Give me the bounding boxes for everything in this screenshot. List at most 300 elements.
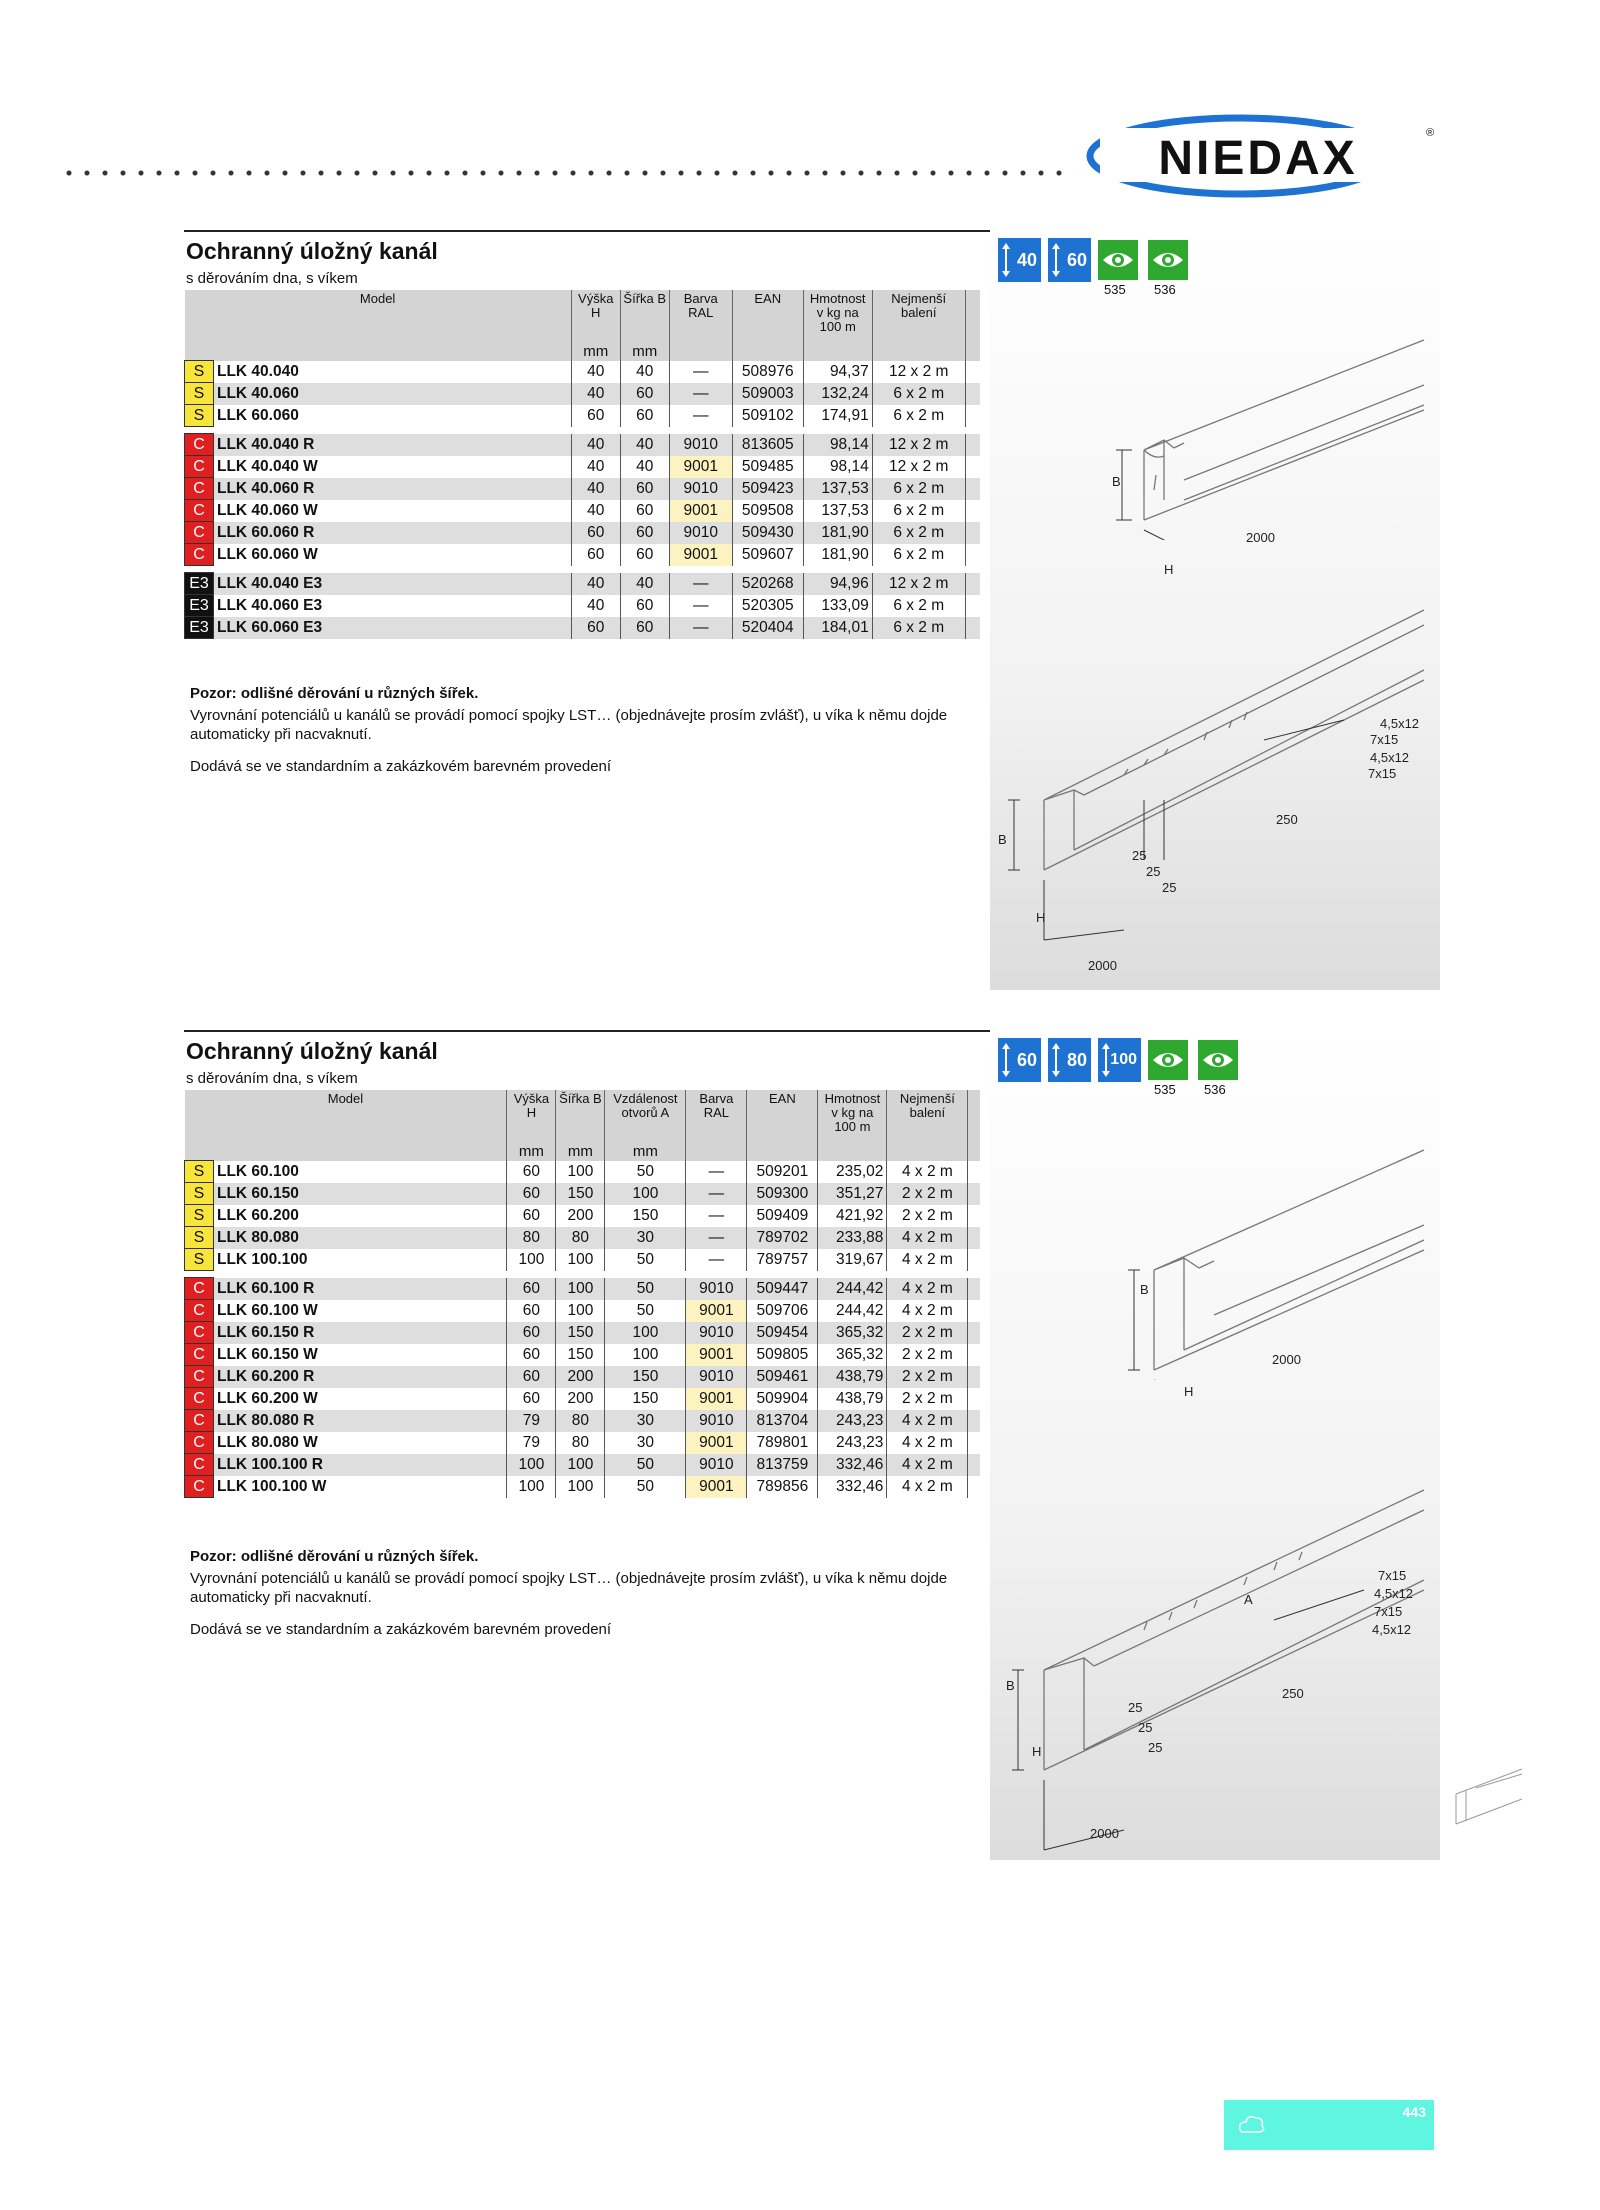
dim-label: 25 — [1162, 880, 1177, 895]
value-cell: 60 — [620, 544, 669, 566]
weight-cell: 94,96 — [803, 573, 872, 595]
col-model: Model — [185, 290, 572, 334]
page-number: 443 — [1402, 2104, 1426, 2120]
table-row — [185, 1278, 981, 1300]
channel-drawing-closed — [1124, 1140, 1434, 1380]
value-cell: 100 — [605, 1344, 686, 1366]
table-row — [185, 361, 981, 383]
dim-label: 7x15 — [1368, 766, 1397, 781]
series-marker: S — [185, 1205, 214, 1227]
value-cell: 2 x 2 m — [887, 1344, 968, 1366]
value-cell: 509706 — [747, 1300, 818, 1322]
weight-cell: 351,27 — [818, 1183, 887, 1205]
dim-label: 7x15 — [1370, 732, 1399, 747]
series-marker: C — [185, 1432, 214, 1454]
value-cell: 79 — [507, 1432, 556, 1454]
value-cell: 100 — [507, 1249, 556, 1271]
page-tab — [1224, 2100, 1434, 2150]
value-cell: 789757 — [747, 1249, 818, 1271]
model-cell: LLK 40.060 W — [214, 500, 572, 522]
value-cell: 40 — [571, 595, 620, 617]
value-cell: 2 x 2 m — [887, 1183, 968, 1205]
ral-cell: — — [686, 1205, 747, 1227]
series-marker: E3 — [185, 573, 214, 595]
dim-label: H — [1036, 910, 1046, 925]
value-cell: 12 x 2 m — [872, 434, 965, 456]
weight-cell: 235,02 — [818, 1161, 887, 1183]
unit-distance: mm — [605, 1134, 686, 1161]
dim-label: 4,5x12 — [1374, 1586, 1414, 1601]
ral-cell: — — [669, 573, 732, 595]
model-cell: LLK 60.100 R — [214, 1278, 507, 1300]
model-cell: LLK 60.200 — [214, 1205, 507, 1227]
ral-cell: 9001 — [669, 544, 732, 566]
height-arrow-icon — [1002, 243, 1010, 277]
weight-cell: 332,46 — [818, 1454, 887, 1476]
value-cell: 12 x 2 m — [872, 361, 965, 383]
weight-cell: 137,53 — [803, 478, 872, 500]
value-cell: 60 — [571, 544, 620, 566]
col-width: Šířka B — [556, 1090, 605, 1134]
dim-label: 25 — [1148, 1740, 1163, 1755]
channel-drawing-open — [1004, 600, 1434, 970]
value-cell: 4 x 2 m — [887, 1300, 968, 1322]
series-marker: C — [185, 1366, 214, 1388]
value-cell: 4 x 2 m — [887, 1454, 968, 1476]
weight-cell: 94,37 — [803, 361, 872, 383]
badge-height-40: 40 — [998, 238, 1041, 282]
value-cell: 60 — [507, 1300, 556, 1322]
value-cell: 4 x 2 m — [887, 1410, 968, 1432]
value-cell: 40 — [571, 434, 620, 456]
series-marker: S — [185, 361, 214, 383]
ral-cell: 9010 — [669, 522, 732, 544]
series-marker: S — [185, 1249, 214, 1271]
col-hole-distance: Vzdálenost otvorů A — [605, 1090, 686, 1134]
value-cell: 6 x 2 m — [872, 405, 965, 427]
weight-cell: 244,42 — [818, 1300, 887, 1322]
value-cell: 50 — [605, 1454, 686, 1476]
weight-cell: 319,67 — [818, 1249, 887, 1271]
model-cell: LLK 40.060 R — [214, 478, 572, 500]
value-cell: 60 — [507, 1322, 556, 1344]
value-cell: 80 — [556, 1227, 605, 1249]
value-cell: 4 x 2 m — [887, 1161, 968, 1183]
value-cell: 150 — [605, 1388, 686, 1410]
note-colors: Dodává se ve standardním a zakázkovém barevném provedení — [190, 1621, 612, 1638]
dim-label: 2000 — [1272, 1352, 1301, 1367]
value-cell: 100 — [556, 1476, 605, 1498]
value-cell: 100 — [507, 1454, 556, 1476]
series-marker: C — [185, 478, 214, 500]
value-cell: 150 — [556, 1183, 605, 1205]
table-row — [185, 522, 981, 544]
model-cell: LLK 60.200 W — [214, 1388, 507, 1410]
height-arrow-icon — [1102, 1043, 1110, 1077]
series-marker: S — [185, 383, 214, 405]
value-cell: 60 — [620, 500, 669, 522]
value-cell: 60 — [571, 522, 620, 544]
section-subtitle: s děrováním dna, s víkem — [186, 270, 358, 287]
ral-cell: — — [669, 383, 732, 405]
value-cell: 509423 — [732, 478, 803, 500]
eye-label: 535 — [1104, 282, 1126, 297]
model-cell: LLK 80.080 R — [214, 1410, 507, 1432]
model-cell: LLK 100.100 W — [214, 1476, 507, 1498]
value-cell: 789801 — [747, 1432, 818, 1454]
table-row — [185, 383, 981, 405]
value-cell: 200 — [556, 1205, 605, 1227]
table-row — [185, 500, 981, 522]
ral-cell: 9010 — [669, 434, 732, 456]
value-cell: 60 — [620, 478, 669, 500]
series-marker: C — [185, 500, 214, 522]
value-cell: 100 — [556, 1278, 605, 1300]
value-cell: 6 x 2 m — [872, 595, 965, 617]
series-marker: C — [185, 1344, 214, 1366]
table-row — [185, 573, 981, 595]
value-cell: 509461 — [747, 1366, 818, 1388]
value-cell: 2 x 2 m — [887, 1388, 968, 1410]
weight-cell: 98,14 — [803, 456, 872, 478]
value-cell: 100 — [556, 1300, 605, 1322]
value-cell: 6 x 2 m — [872, 383, 965, 405]
unit-height: mm — [507, 1134, 556, 1161]
weight-cell: 244,42 — [818, 1278, 887, 1300]
value-cell: 6 x 2 m — [872, 617, 965, 639]
weight-cell: 133,09 — [803, 595, 872, 617]
value-cell: 40 — [620, 456, 669, 478]
value-cell: 4 x 2 m — [887, 1227, 968, 1249]
eye-icon — [1098, 240, 1138, 280]
series-marker: C — [185, 1388, 214, 1410]
ral-cell: — — [669, 617, 732, 639]
value-cell: 60 — [507, 1388, 556, 1410]
ral-cell: — — [686, 1249, 747, 1271]
table-row — [185, 544, 981, 566]
ral-cell: 9001 — [669, 500, 732, 522]
eye-icon — [1198, 1040, 1238, 1080]
value-cell: 30 — [605, 1432, 686, 1454]
value-cell: 40 — [571, 456, 620, 478]
model-cell: LLK 40.040 W — [214, 456, 572, 478]
weight-cell: 98,14 — [803, 434, 872, 456]
height-arrow-icon — [1002, 1043, 1010, 1077]
col-ral: Barva RAL — [669, 290, 732, 334]
table-row — [185, 1344, 981, 1366]
col-model: Model — [185, 1090, 507, 1134]
value-cell: 60 — [507, 1205, 556, 1227]
series-marker: E3 — [185, 595, 214, 617]
value-cell: 813605 — [732, 434, 803, 456]
series-marker: C — [185, 522, 214, 544]
model-cell: LLK 60.150 R — [214, 1322, 507, 1344]
value-cell: 509102 — [732, 405, 803, 427]
value-cell: 150 — [605, 1205, 686, 1227]
dim-label: 4,5x12 — [1370, 750, 1410, 765]
channel-drawing-closed — [1104, 330, 1434, 540]
table-row — [185, 1366, 981, 1388]
value-cell: 520268 — [732, 573, 803, 595]
value-cell: 40 — [620, 434, 669, 456]
value-cell: 789702 — [747, 1227, 818, 1249]
eye-icon — [1148, 240, 1188, 280]
value-cell: 509454 — [747, 1322, 818, 1344]
dotted-rule — [60, 170, 1070, 176]
series-marker: C — [185, 1410, 214, 1432]
model-cell: LLK 40.040 E3 — [214, 573, 572, 595]
ral-cell: 9001 — [686, 1300, 747, 1322]
value-cell: 508976 — [732, 361, 803, 383]
value-cell: 2 x 2 m — [887, 1205, 968, 1227]
dim-label: 4,5x12 — [1372, 1622, 1412, 1637]
value-cell: 100 — [605, 1183, 686, 1205]
dim-label: 7x15 — [1374, 1604, 1403, 1619]
table-row — [185, 1388, 981, 1410]
table-row — [185, 1161, 981, 1183]
table-row — [185, 456, 981, 478]
value-cell: 4 x 2 m — [887, 1432, 968, 1454]
section-title: Ochranný úložný kanál — [186, 238, 438, 264]
model-cell: LLK 60.100 W — [214, 1300, 507, 1322]
weight-cell: 184,01 — [803, 617, 872, 639]
value-cell: 789856 — [747, 1476, 818, 1498]
niedax-logo — [1080, 112, 1434, 200]
table-row — [185, 434, 981, 456]
col-pack: Nejmenší balení — [872, 290, 965, 334]
col-weight: Hmotnost v kg na 100 m — [818, 1090, 887, 1134]
ral-cell: — — [669, 595, 732, 617]
value-cell: 509409 — [747, 1205, 818, 1227]
brand-name: NIEDAX — [1158, 132, 1358, 185]
weight-cell: 243,23 — [818, 1410, 887, 1432]
note-warning: Pozor: odlišné děrování u různých šířek. — [190, 1548, 479, 1565]
value-cell: 100 — [605, 1322, 686, 1344]
value-cell: 200 — [556, 1366, 605, 1388]
value-cell: 150 — [556, 1344, 605, 1366]
series-marker: S — [185, 1227, 214, 1249]
ral-cell: 9010 — [669, 478, 732, 500]
series-marker: S — [185, 405, 214, 427]
table-row — [185, 1432, 981, 1454]
ral-cell: — — [686, 1183, 747, 1205]
height-arrow-icon — [1052, 243, 1060, 277]
weight-cell: 137,53 — [803, 500, 872, 522]
badge-height-80: 80 — [1048, 1038, 1091, 1082]
value-cell: 509805 — [747, 1344, 818, 1366]
series-marker: C — [185, 1476, 214, 1498]
model-cell: LLK 40.040 R — [214, 434, 572, 456]
table-row — [185, 1476, 981, 1498]
value-cell: 60 — [620, 383, 669, 405]
model-cell: LLK 60.060 E3 — [214, 617, 572, 639]
value-cell: 60 — [571, 405, 620, 427]
value-cell: 40 — [571, 478, 620, 500]
value-cell: 60 — [620, 405, 669, 427]
model-cell: LLK 60.060 W — [214, 544, 572, 566]
weight-cell: 332,46 — [818, 1476, 887, 1498]
dim-label: B — [1140, 1282, 1149, 1297]
value-cell: 12 x 2 m — [872, 456, 965, 478]
ral-cell: — — [669, 405, 732, 427]
weight-cell: 365,32 — [818, 1344, 887, 1366]
series-marker: C — [185, 434, 214, 456]
side-channel-thumbnail — [1454, 1764, 1524, 1834]
model-cell: LLK 100.100 R — [214, 1454, 507, 1476]
section-title: Ochranný úložný kanál — [186, 1038, 438, 1064]
dim-label: H — [1032, 1744, 1042, 1759]
dim-label: H — [1164, 562, 1174, 577]
value-cell: 4 x 2 m — [887, 1278, 968, 1300]
unit-width: mm — [620, 334, 669, 361]
section-subtitle: s děrováním dna, s víkem — [186, 1070, 358, 1087]
value-cell: 520404 — [732, 617, 803, 639]
ral-cell: 9001 — [686, 1432, 747, 1454]
value-cell: 509485 — [732, 456, 803, 478]
table-row — [185, 1300, 981, 1322]
value-cell: 200 — [556, 1388, 605, 1410]
table-row — [185, 1322, 981, 1344]
value-cell: 60 — [507, 1344, 556, 1366]
value-cell: 80 — [556, 1410, 605, 1432]
value-cell: 813759 — [747, 1454, 818, 1476]
note-equipotential: Vyrovnání potenciálů u kanálů se provádí pomocí spojky LST… (objednávejte prosím zvlášť), u víka k němu dojde automaticky při nacvaknutí. — [190, 707, 948, 743]
dim-label: B — [1006, 1678, 1015, 1693]
dim-label: 25 — [1138, 1720, 1153, 1735]
series-marker: C — [185, 456, 214, 478]
value-cell: 4 x 2 m — [887, 1476, 968, 1498]
model-cell: LLK 60.200 R — [214, 1366, 507, 1388]
table-row — [185, 617, 981, 639]
dim-label: 7x15 — [1378, 1568, 1407, 1583]
value-cell: 40 — [571, 383, 620, 405]
series-marker: C — [185, 1278, 214, 1300]
cloud-icon — [1236, 2112, 1266, 2136]
value-cell: 150 — [605, 1366, 686, 1388]
dim-label: 250 — [1276, 812, 1298, 827]
height-arrow-icon — [1052, 1043, 1060, 1077]
model-cell: LLK 60.150 — [214, 1183, 507, 1205]
ral-cell: 9001 — [669, 456, 732, 478]
dim-label: 25 — [1132, 848, 1147, 863]
value-cell: 509447 — [747, 1278, 818, 1300]
eye-label: 535 — [1154, 1082, 1176, 1097]
dim-label: B — [1112, 474, 1121, 489]
note-warning: Pozor: odlišné děrování u různých šířek. — [190, 685, 479, 702]
badge-height-100: 100 — [1098, 1038, 1141, 1082]
value-cell: 100 — [556, 1249, 605, 1271]
note-equipotential: Vyrovnání potenciálů u kanálů se provádí pomocí spojky LST… (objednávejte prosím zvlášť), u víka k němu dojde automaticky při nacvaknutí. — [190, 1570, 948, 1606]
dim-label: 4,5x12 — [1380, 716, 1420, 731]
channel-drawing-open — [1004, 1470, 1434, 1860]
value-cell: 30 — [605, 1410, 686, 1432]
value-cell: 509607 — [732, 544, 803, 566]
weight-cell: 233,88 — [818, 1227, 887, 1249]
value-cell: 100 — [556, 1161, 605, 1183]
value-cell: 40 — [620, 361, 669, 383]
table-row — [185, 1454, 981, 1476]
value-cell: 80 — [556, 1432, 605, 1454]
table-row — [185, 478, 981, 500]
note-colors: Dodává se ve standardním a zakázkovém barevném provedení — [190, 758, 612, 775]
value-cell: 60 — [620, 617, 669, 639]
value-cell: 60 — [507, 1183, 556, 1205]
value-cell: 50 — [605, 1161, 686, 1183]
value-cell: 6 x 2 m — [872, 500, 965, 522]
weight-cell: 438,79 — [818, 1388, 887, 1410]
ral-cell: 9010 — [686, 1366, 747, 1388]
value-cell: 509201 — [747, 1161, 818, 1183]
col-width: Šířka B — [620, 290, 669, 334]
col-ean: EAN — [732, 290, 803, 334]
col-weight: Hmotnost v kg na 100 m — [803, 290, 872, 334]
spec-table — [184, 290, 980, 639]
value-cell: 40 — [571, 573, 620, 595]
model-cell: LLK 60.060 — [214, 405, 572, 427]
value-cell: 6 x 2 m — [872, 544, 965, 566]
weight-cell: 243,23 — [818, 1432, 887, 1454]
spec-table — [184, 1090, 980, 1498]
weight-cell: 421,92 — [818, 1205, 887, 1227]
unit-width: mm — [556, 1134, 605, 1161]
value-cell: 40 — [620, 573, 669, 595]
weight-cell: 132,24 — [803, 383, 872, 405]
value-cell: 50 — [605, 1249, 686, 1271]
table-row — [185, 1249, 981, 1271]
value-cell: 509904 — [747, 1388, 818, 1410]
series-marker: S — [185, 1183, 214, 1205]
value-cell: 509300 — [747, 1183, 818, 1205]
dim-label: 2000 — [1090, 1826, 1119, 1841]
value-cell: 30 — [605, 1227, 686, 1249]
series-marker: E3 — [185, 617, 214, 639]
product-section-1 — [184, 230, 1440, 1000]
dim-label: B — [998, 832, 1007, 847]
value-cell: 40 — [571, 361, 620, 383]
svg-text:®: ® — [1426, 127, 1434, 139]
value-cell: 6 x 2 m — [872, 478, 965, 500]
dim-label: 250 — [1282, 1686, 1304, 1701]
value-cell: 100 — [556, 1454, 605, 1476]
model-cell: LLK 60.100 — [214, 1161, 507, 1183]
value-cell: 6 x 2 m — [872, 522, 965, 544]
dim-label: 25 — [1146, 864, 1161, 879]
dim-label: 25 — [1128, 1700, 1143, 1715]
dim-label: 2000 — [1088, 958, 1117, 973]
badge-height-60: 60 — [1048, 238, 1091, 282]
col-height: Výška H — [571, 290, 620, 334]
value-cell: 50 — [605, 1278, 686, 1300]
product-section-2 — [184, 1030, 1440, 1860]
value-cell: 79 — [507, 1410, 556, 1432]
eye-icon — [1148, 1040, 1188, 1080]
col-height: Výška H — [507, 1090, 556, 1134]
ral-cell: — — [686, 1161, 747, 1183]
weight-cell: 438,79 — [818, 1366, 887, 1388]
ral-cell: 9001 — [686, 1344, 747, 1366]
value-cell: 150 — [556, 1322, 605, 1344]
value-cell: 520305 — [732, 595, 803, 617]
badge-height-60: 60 — [998, 1038, 1041, 1082]
model-cell: LLK 80.080 W — [214, 1432, 507, 1454]
model-cell: LLK 40.060 — [214, 383, 572, 405]
model-cell: LLK 80.080 — [214, 1227, 507, 1249]
model-cell: LLK 100.100 — [214, 1249, 507, 1271]
weight-cell: 181,90 — [803, 544, 872, 566]
series-marker: S — [185, 1161, 214, 1183]
table-row — [185, 1410, 981, 1432]
value-cell: 60 — [620, 522, 669, 544]
